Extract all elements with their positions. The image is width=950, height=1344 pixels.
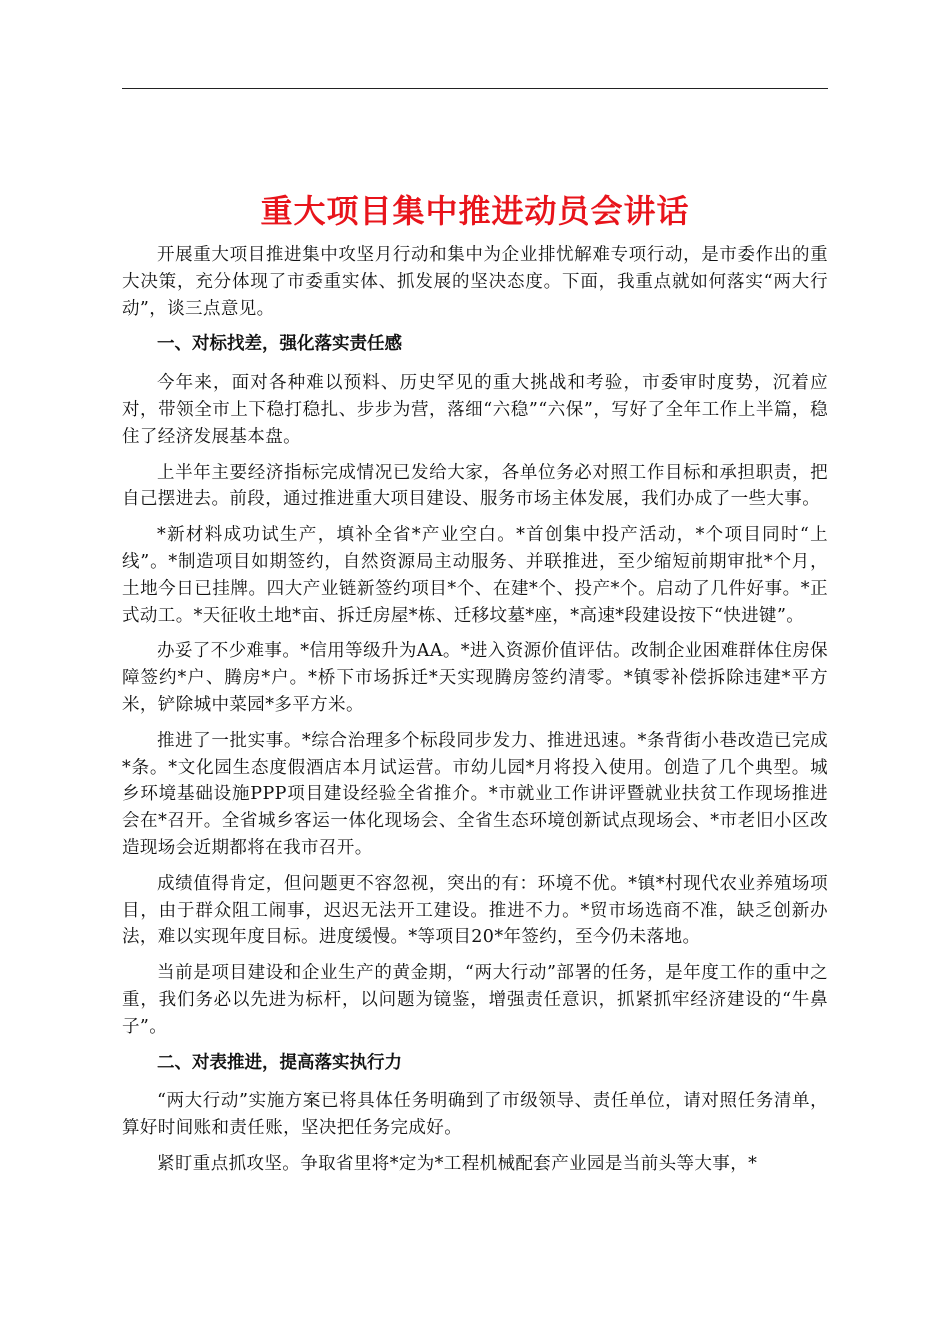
paragraph-intro: 开展重大项目推进集中攻坚月行动和集中为企业排忧解难专项行动，是市委作出的重大决策，充分体现了市委重实体、抓发展的坚决态度。下面，我重点就如何落实“两大行动”，谈三点意见。 <box>122 245 828 319</box>
paragraph: “两大行动”实施方案已将具体任务明确到了市级领导、责任单位，请对照任务清单，算好时间账和责任账，坚决把任务完成好。 <box>122 1091 828 1139</box>
header-rule <box>122 88 828 89</box>
paragraph: 今年来，面对各种难以预料、历史罕见的重大挑战和考验，市委审时度势，沉着应对，带领全市上下稳打稳扎、步步为营，落细“六稳”“六保”，写好了全年工作上半篇，稳住了经济发展基本盘。 <box>122 373 828 447</box>
section-heading-1: 一、对标找差，强化落实责任感 <box>157 334 402 355</box>
document-title: 重大项目集中推进动员会讲话 <box>260 192 690 230</box>
paragraph: 紧盯重点抓攻坚。争取省里将*定为*工程机械配套产业园是当前头等大事，* <box>157 1153 758 1174</box>
document-body <box>122 242 828 1187</box>
paragraph: *新材料成功试生产，填补全省*产业空白。*首创集中投产活动，*个项目同时“上线”。*制造项目如期签约，自然资源局主动服务、并联推进，至少缩短前期审批*个月，土地今日已挂牌。四大产业链新签约项目*个、在建*个、投产*个。启动了几件好事。*正式动工。*天征收土地*亩、拆迁房屋*栋、迁移坟墓*座，*高速*段建设按下“快进键”。 <box>122 525 828 626</box>
paragraph: 推进了一批实事。*综合治理多个标段同步发力、推进迅速。*条背街小巷改造已完成*条。*文化园生态度假酒店本月试运营。市幼儿园*月将投入使用。创造了几个典型。城乡环境基础设施PPP项目建设经验全省推介。*市就业工作讲评暨就业扶贫工作现场推进会在*召开。全省城乡客运一体化现场会、全省生态环境创新试点现场会、*市老旧小区改造现场会近期都将在我市召开。 <box>122 730 828 858</box>
paragraph: 上半年主要经济指标完成情况已发给大家，各单位务必对照工作目标和承担职责，把自己摆进去。前段，通过推进重大项目建设、服务市场主体发展，我们办成了一些大事。 <box>122 462 828 510</box>
paragraph: 成绩值得肯定，但问题更不容忽视，突出的有：环境不优。*镇*村现代农业养殖场项目，由于群众阻工闹事，迟迟无法开工建设。推进不力。*贸市场选商不准，缺乏创新办法，难以实现年度目标。进度缓慢。*等项目20*年签约，至今仍未落地。 <box>122 873 828 948</box>
paragraph: 当前是项目建设和企业生产的黄金期，“两大行动”部署的任务，是年度工作的重中之重，我们务必以先进为标杆，以问题为镜鉴，增强责任意识，抓紧抓牢经济建设的“牛鼻子”。 <box>122 963 828 1037</box>
section-heading-2: 二、对表推进，提高落实执行力 <box>157 1052 402 1073</box>
paragraph: 办妥了不少难事。*信用等级升为AA。*进入资源价值评估。改制企业困难群体住房保障签约*户、腾房*户。*桥下市场拆迁*天实现腾房签约清零。*镇零补偿拆除违建*平方米，铲除城中菜园*多平方米。 <box>122 641 828 715</box>
